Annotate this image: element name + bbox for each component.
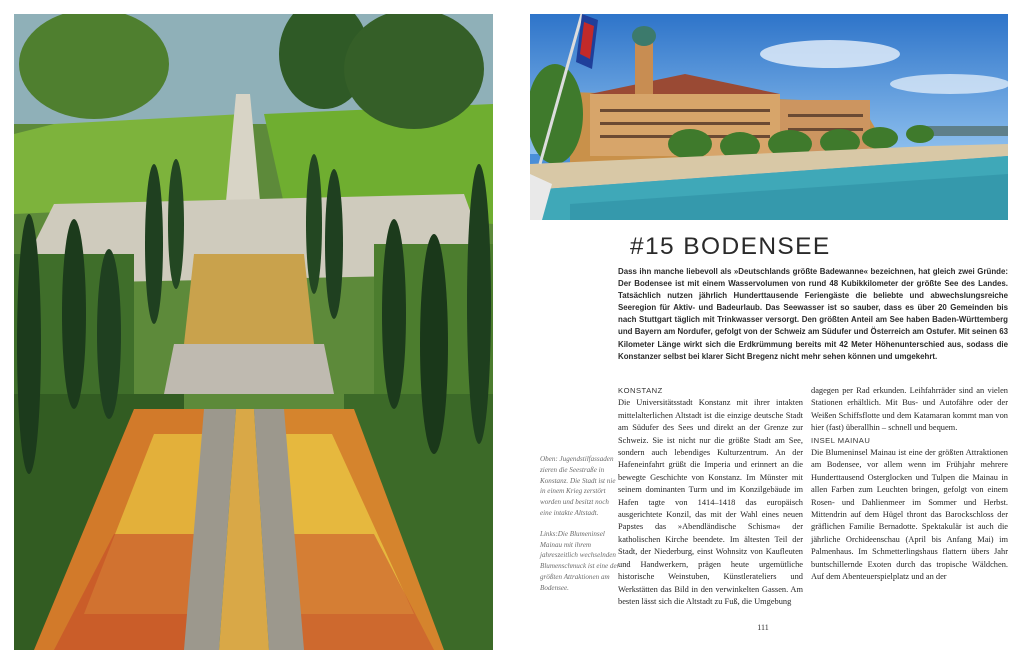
konstanz-paragraph: Die Universitätsstadt Konstanz mit ihrer intakten mittelalterlichen Altstadt ist die einzige deutsche Stadt am Südufer des Sees und direkt an der Grenze zur Schweiz. Sie ist nicht nur die größte Stadt am See, sondern auch lebendiges Kulturzentrum. An der Hafeneinfahrt grüßt die Imperia und erinnert an die bewegte Geschichte von Konstanz. Im Münster mit seinem dominanten Turm und im Konzilgebäude im Hafen tagte von 1414–1418 das europäisch ausgerichtete Konzil, das mit der Wahl eines neuen Papstes das »Abendländische Schisma« der katholischen Kirche beendete. Im ältesten Teil der Stadt, der Niederburg, einst Wohnsitz von Kaufleuten und Handwerkern, prägen heute urgemütliche historische Weinstuben, Künstlerateliers und Werkstätten das Bild in den verwinkelten Gassen. Am besten lässt sich die Altstadt zu Fuß, die Umgebung: [618, 398, 803, 606]
photo-captions: [540, 454, 620, 604]
section-heading-mainau: INSEL MAINAU: [811, 435, 871, 445]
caption-top: Oben: Jugendstilfassaden zieren die Seestraße in Konstanz. Die Stadt ist nie in einem Krieg zerstört worden und besitzt noch eine intakte Altstadt.: [540, 455, 616, 517]
lead-paragraph: Dass ihn manche liebevoll als »Deutschlands größte Badewanne« bezeichnen, hat gleich zwei Gründe: Der Bodensee ist mit einem Wasservolumen von rund 48 Kubikkilometer der größte See des Landes. Tatsächlich nutzen jährlich Hunderttausende Feriengäste die beliebte und abwechslungsreiche Seeregion für Aktiv- und Badeurlaub. Das Seewasser ist so sauber, dass es über 20 Gemeinden bis nach Stuttgart täglich mit Trinkwasser versorgt. Den größten Anteil am See haben Baden-Württemberg und Bayern am Nordufer, gefolgt von der Schweiz am Südufer und Österreich am Ostufer. Mit seinen 63 Kilometer Länge wirkt sich die Erdkrümmung bereits mit 42 Meter Höhenunterschied aus, sodass die Konstanzer selbst bei klarer Sicht Bregenz nicht mehr sehen können und umgekehrt.: [618, 267, 1008, 361]
garden-stairs-photo: [14, 14, 493, 650]
text-column-2: [811, 385, 1008, 584]
konstanz-harbour-photo: [530, 14, 1008, 220]
caption-left: Links:Die Blumeninsel Mainau mit ihrem jahreszeitlich wechselnden Blumenschmuck ist eine der größten Attraktionen am Bodensee.: [540, 529, 620, 592]
konstanz-paragraph-continued: dagegen per Rad erkunden. Leihfahrräder sind an vielen Stationen erhältlich. Mit Bus- und Autofähre oder der Weißen Schiffsflotte und dem Katamaran kommt man von hier (fast) überallhin – schnell und bequem.: [811, 386, 1008, 433]
section-heading-konstanz: KONSTANZ: [618, 386, 663, 395]
mainau-paragraph: Die Blumeninsel Mainau ist eine der größten Attraktionen am Bodensee, vor allem wenn im Frühjahr mehrere Hunderttausend Osterglocken und Tulpen die Mainau in allen Farben zum Leuchten bringen, gefolgt von einem Rosen- und Dahlienmeer im Sommer und Herbst. Mittendrin auf dem Hügel thront das Barockschloss der gräflichen Familie Bernadotte. Spektakulär ist auch die jährliche Orchideenschau (April bis Anfang Mai) im Palmenhaus. Im Schmetterlingshaus flattern übers Jahr buntschillernde Exoten durch das tropische Wäldchen. Auf dem Abenteuerspielplatz und an der: [811, 448, 1008, 582]
chapter-title: #15 BODENSEE: [630, 233, 831, 260]
text-column-1: [618, 385, 803, 608]
page-number: 111: [757, 623, 769, 632]
